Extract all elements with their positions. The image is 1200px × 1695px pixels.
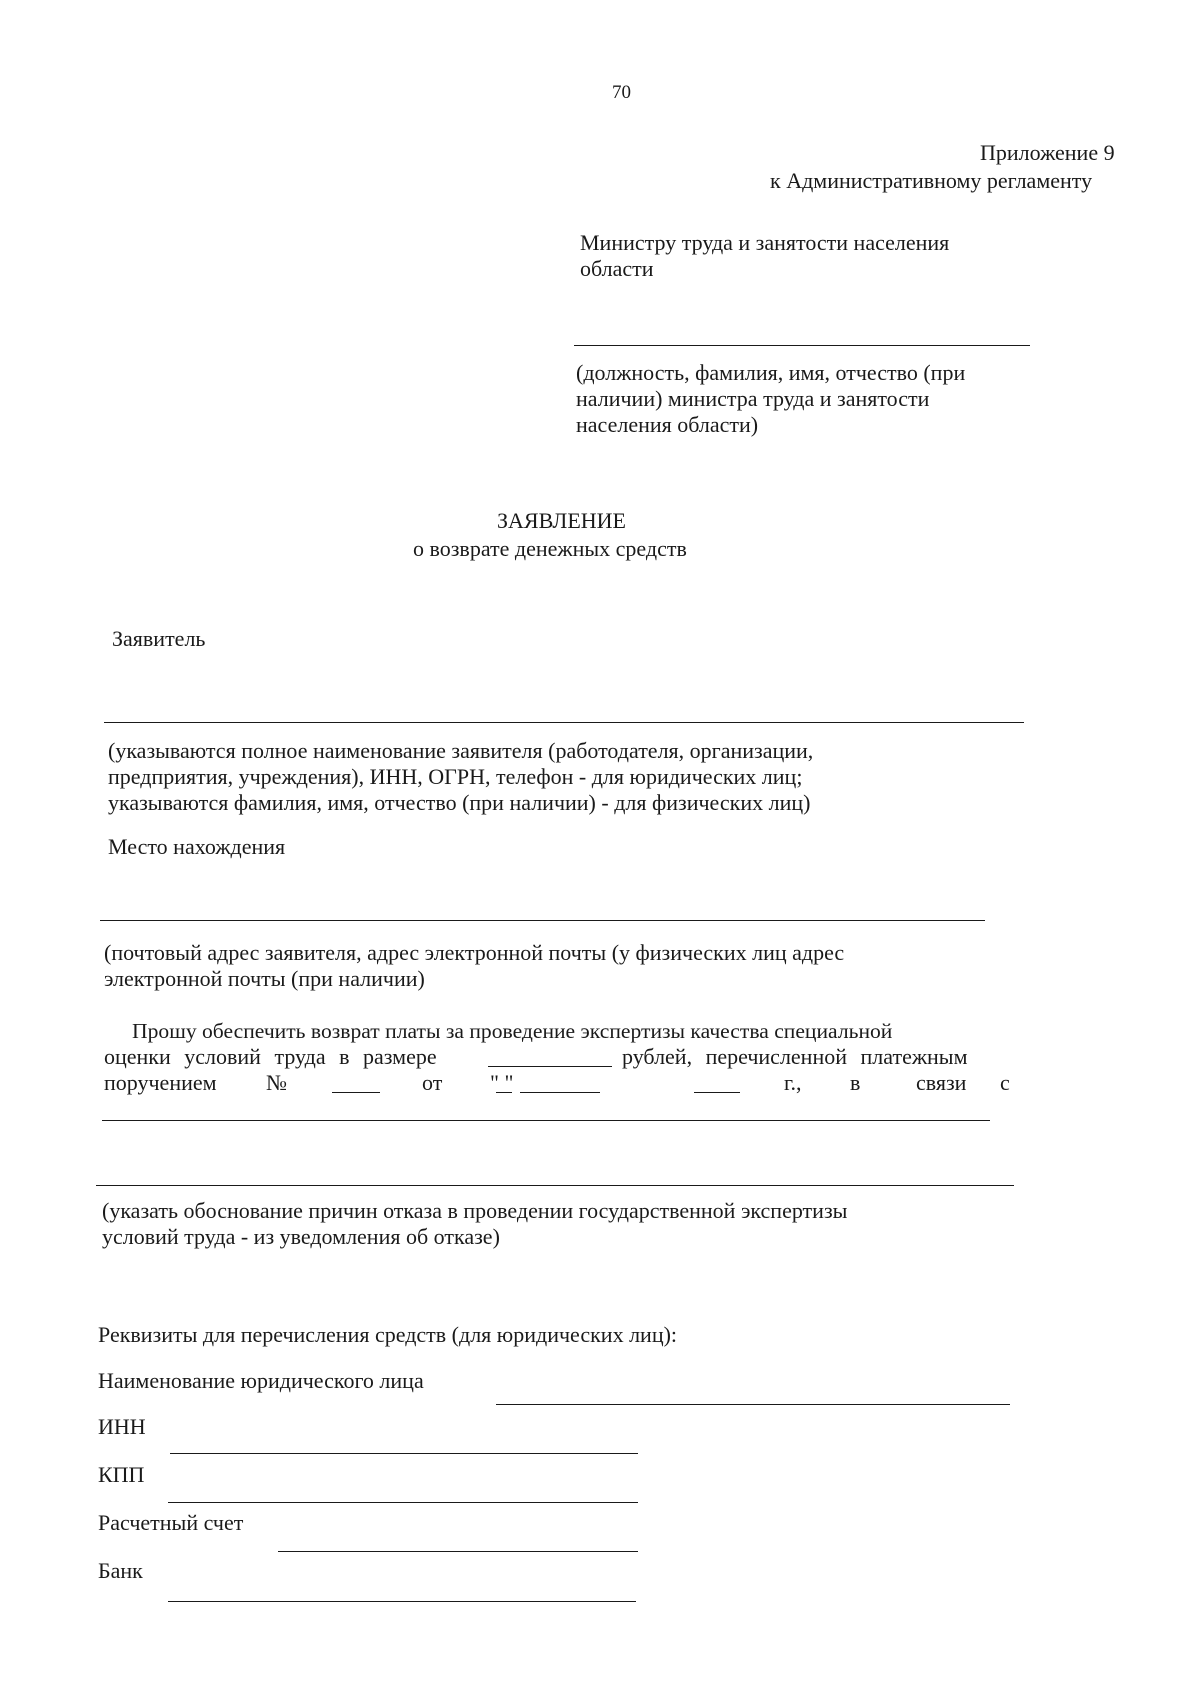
addressee-fill-line[interactable] [574, 345, 1030, 346]
bank-field[interactable] [168, 1601, 636, 1602]
request-word-connection: связи [916, 1070, 967, 1095]
addressee-caption-line1: (должность, фамилия, имя, отчество (при [576, 360, 966, 385]
location-label: Место нахождения [108, 834, 286, 859]
legal-name-field[interactable] [496, 1404, 1010, 1405]
reason-fill-line-2[interactable] [96, 1185, 1014, 1186]
request-quotes: " " [490, 1070, 514, 1095]
reason-caption-line2: условий труда - из уведомления об отказе) [102, 1224, 500, 1249]
account-label: Расчетный счет [98, 1510, 244, 1535]
location-fill-line[interactable] [100, 920, 985, 921]
applicant-label: Заявитель [112, 626, 206, 651]
kpp-field[interactable] [168, 1502, 638, 1503]
payment-order-number-field[interactable] [332, 1074, 380, 1093]
inn-label: ИНН [98, 1414, 146, 1439]
document-subtitle: о возврате денежных средств [413, 536, 687, 561]
reason-caption-line1: (указать обоснование причин отказа в проведении государственной экспертизы [102, 1198, 848, 1223]
requisites-heading: Реквизиты для перечисления средств (для юридических лиц): [98, 1322, 678, 1347]
request-word-in: в [850, 1070, 861, 1095]
payment-month-field[interactable] [520, 1074, 600, 1093]
request-line1: Прошу обеспечить возврат платы за проведение экспертизы качества специальной [132, 1019, 893, 1043]
location-caption-line2: электронной почты (при наличии) [104, 966, 425, 991]
addressee-line1: Министру труда и занятости населения [580, 230, 950, 255]
appendix-number: Приложение 9 [980, 140, 1115, 165]
request-word-order: поручением [104, 1070, 217, 1095]
applicant-caption-line2: предприятия, учреждения), ИНН, ОГРН, телефон - для юридических лиц; [108, 764, 803, 789]
page-number: 70 [612, 82, 631, 103]
request-word-with: с [1000, 1070, 1010, 1095]
account-field[interactable] [278, 1551, 638, 1552]
payment-day-field[interactable] [496, 1074, 512, 1093]
payment-year-field[interactable] [694, 1074, 740, 1093]
request-word-year: г., [784, 1070, 802, 1095]
kpp-label: КПП [98, 1462, 145, 1487]
addressee-line2: области [580, 256, 654, 281]
inn-field[interactable] [170, 1453, 638, 1454]
request-line2-end: рублей, перечисленной платежным [622, 1044, 968, 1069]
document-title: ЗАЯВЛЕНИЕ [497, 508, 626, 533]
applicant-caption-line3: указываются фамилия, имя, отчество (при наличии) - для физических лиц) [108, 790, 811, 815]
addressee-caption-line3: населения области) [576, 412, 759, 437]
request-line2-start: оценки условий труда в размере [104, 1044, 437, 1069]
location-caption-line1: (почтовый адрес заявителя, адрес электронной почты (у физических лиц адрес [104, 940, 845, 965]
bank-label: Банк [98, 1558, 143, 1583]
request-word-from: от [422, 1070, 443, 1095]
applicant-fill-line[interactable] [104, 722, 1024, 723]
request-number-sign: № [266, 1070, 287, 1095]
appendix-regulation: к Административному регламенту [770, 168, 1093, 193]
applicant-caption-line1: (указываются полное наименование заявителя (работодателя, организации, [108, 738, 814, 763]
reason-fill-line-1[interactable] [102, 1120, 990, 1121]
addressee-caption-line2: наличии) министра труда и занятости [576, 386, 930, 411]
legal-name-label: Наименование юридического лица [98, 1368, 424, 1393]
amount-field[interactable] [488, 1048, 612, 1067]
